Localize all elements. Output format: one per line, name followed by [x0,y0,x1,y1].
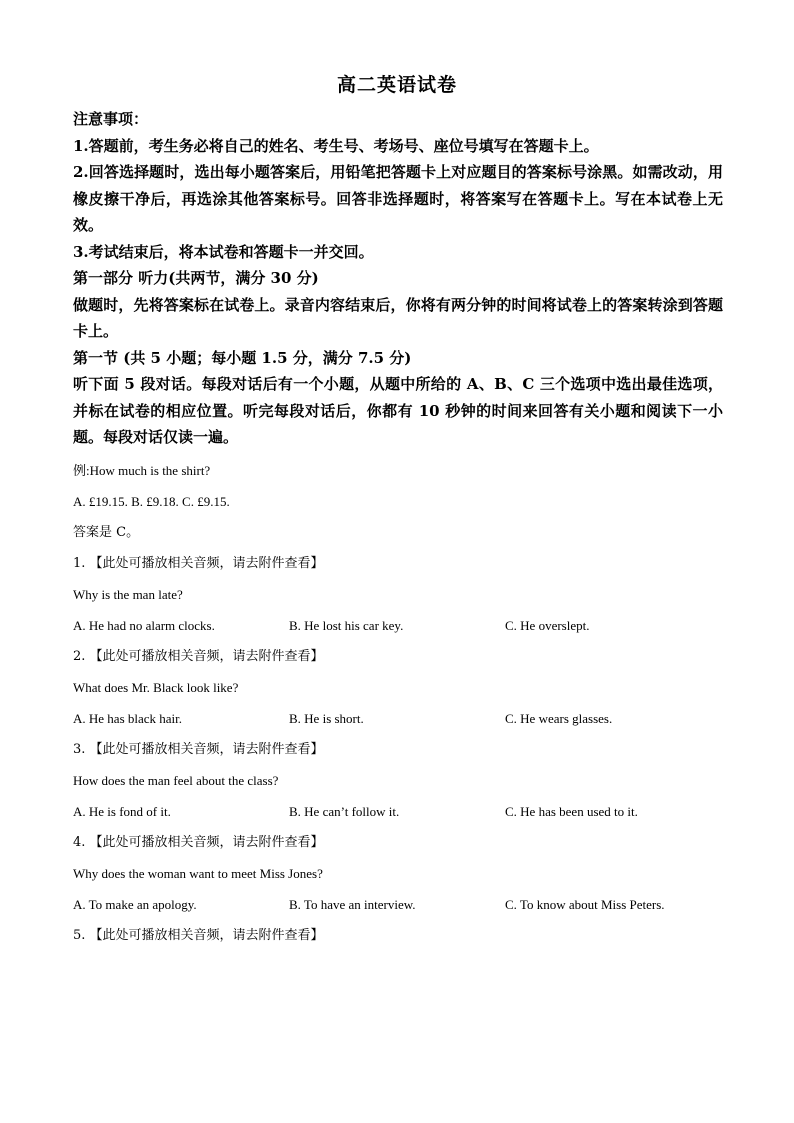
notice-item-2: 2.回答选择题时，选出每小题答案后，用铅笔把答题卡上对应题目的答案标号涂黑。如需改动，用橡皮擦干净后，再选涂其他答案标号。回答非选择题时，将答案写在答题卡上。写在本试卷上无效。 [73,163,723,234]
question-1-option-c: C. He overslept. [505,617,590,633]
page-title: 高二英语试卷 [336,74,457,96]
question-4-options [73,897,723,912]
example-question: 例:How much is the shirt? [73,462,211,478]
section1-heading: 第一节 (共 5 小题；每小题 1.5 分，满分 7.5 分) [73,348,412,367]
question-4-option-b: B. To have an interview. [289,896,416,912]
question-3-option-a: A. He is fond of it. [73,803,171,819]
question-1-stem: Why is the man late? [73,586,183,602]
exam-content [73,106,723,943]
question-1-option-a: A. He had no alarm clocks. [73,617,215,633]
notice-item-3: 3.考试结束后，将本试卷和答题卡一并交回。 [73,242,374,261]
part1-instruction: 做题时，先将答案标在试卷上。录音内容结束后，你将有两分钟的时间将试卷上的答案转涂到答题卡上。 [73,295,723,340]
question-2-option-b: B. He is short. [289,710,364,726]
question-2-stem: What does Mr. Black look like? [73,679,239,695]
question-2-option-c: C. He wears glasses. [505,710,613,726]
question-3-option-c: C. He has been used to it. [505,803,638,819]
example-options: A. £19.15. B. £9.18. C. £9.15. [73,493,230,509]
question-1-option-b: B. He lost his car key. [289,617,404,633]
question-5-audio: 5. 【此处可播放相关音频，请去附件查看】 [73,927,324,943]
question-3-options [73,804,723,819]
question-2-audio: 2. 【此处可播放相关音频，请去附件查看】 [73,648,324,664]
question-4-audio: 4. 【此处可播放相关音频，请去附件查看】 [73,834,324,850]
part1-heading: 第一部分 听力(共两节，满分 30 分) [73,269,319,287]
notice-heading: 注意事项： [73,110,149,128]
question-1-audio: 1. 【此处可播放相关音频，请去附件查看】 [73,555,324,571]
section1-instruction: 听下面 5 段对话。每段对话后有一个小题，从题中所给的 A、B、C 三个选项中选出最佳选项，并标在试卷的相应位置。听完每段对话后，你都有 10 秒钟的时间来回答有关小题和阅读下一小题。每段对话仅读一遍。 [73,375,723,446]
question-4-option-c: C. To know about Miss Peters. [505,896,665,912]
example-answer: 答案是 C。 [73,524,140,540]
question-2-option-a: A. He has black hair. [73,710,183,726]
notice-item-1: 1.答题前，考生务必将自己的姓名、考生号、考场号、座位号填写在答题卡上。 [73,136,599,155]
question-3-stem: How does the man feel about the class? [73,772,279,788]
question-3-option-b: B. He can’t follow it. [289,803,400,819]
question-2-options [73,711,723,726]
question-4-option-a: A. To make an apology. [73,896,197,912]
question-4-stem: Why does the woman want to meet Miss Jones? [73,865,323,881]
question-1-options [73,618,723,633]
question-3-audio: 3. 【此处可播放相关音频，请去附件查看】 [73,741,324,757]
